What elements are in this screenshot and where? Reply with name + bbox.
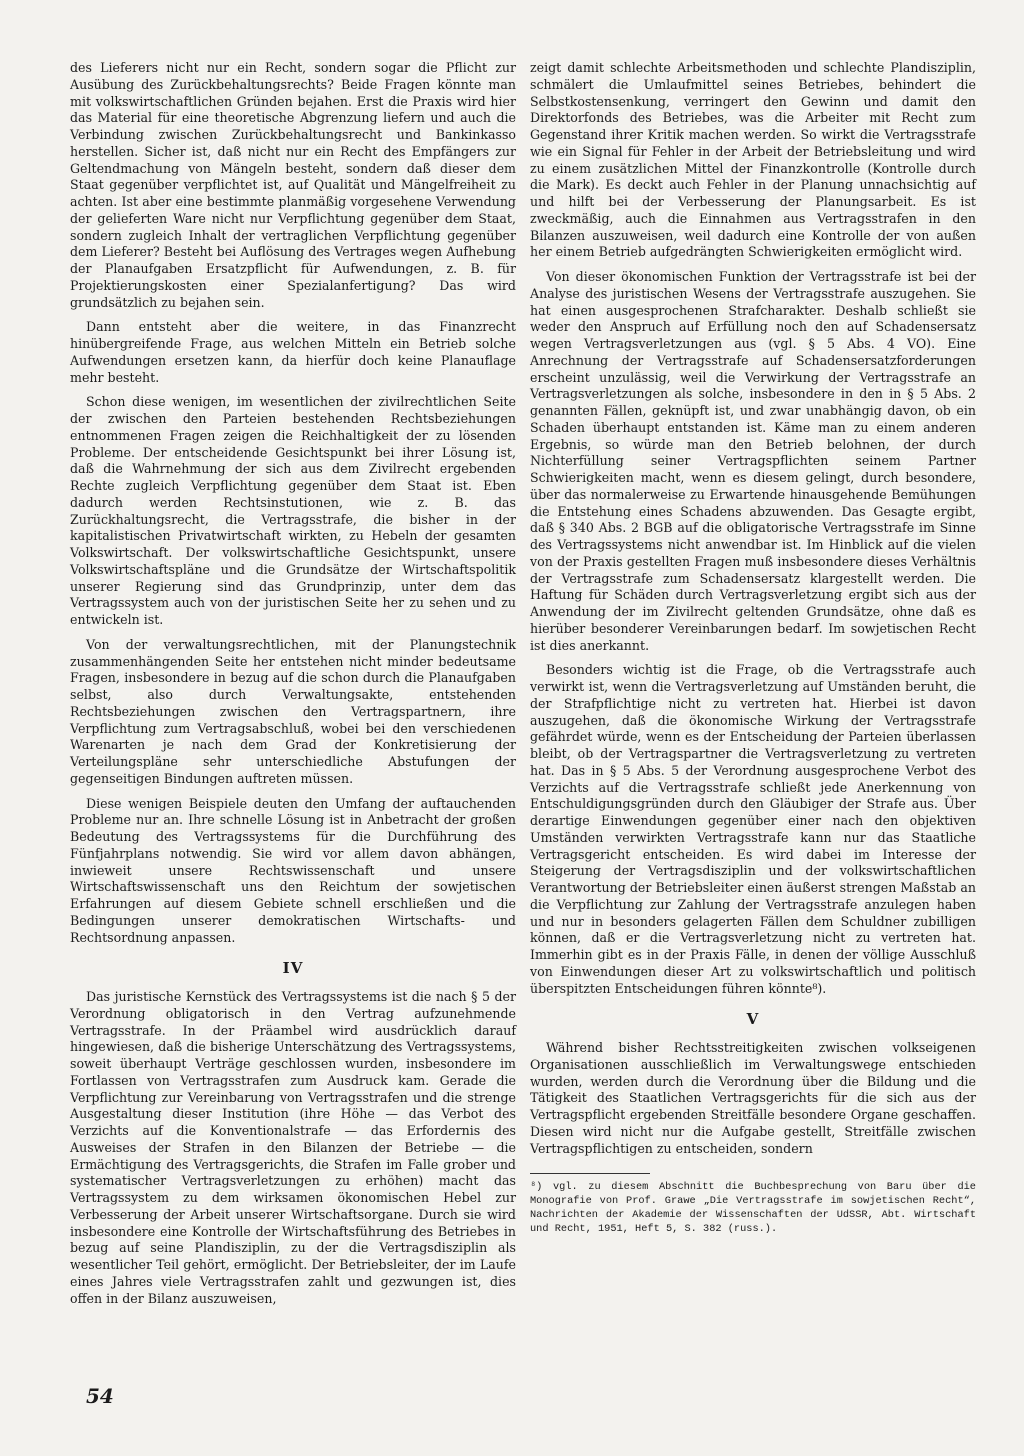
page-number: 54: [86, 1384, 114, 1408]
paragraph: Von dieser ökonomischen Funktion der Vertragsstrafe ist bei der Analyse des juristischen Wesens der Vertragsstrafe auszugehen. Sie hat einen ausgesprochenen Strafcharakter. Deshalb schließt sie weder den Anspruch auf Erfüllung noch den auf Schadensersatz wegen Vertragsverletzungen aus (vgl. § 5 Abs. 4 VO). Eine Anrechnung der Vertragsstrafe auf Schadensersatzforderungen erscheint unzulässig, weil die Verwirkung der Vertragsstrafe an Vertragsverletzungen als solche, insbesondere in den in § 5 Abs. 2 genannten Fällen, geknüpft ist, und zwar unabhängig davon, ob ein Schaden überhaupt entstanden ist. Käme man zu einem anderen Ergebnis, so würde man den Betrieb belohnen, der durch Nichterfüllung seiner Vertragspflichten seinem Partner Schwierigkeiten macht, wenn es diesem gelingt, durch besondere, über das normalerweise zu Erwartende hinausgehende Bemühungen die Entstehung eines Schadens abzuwenden. Das Gesagte ergibt, daß § 340 Abs. 2 BGB auf die obligatorische Vertragsstrafe im Sinne des Vertragssystems nicht anwendbar ist. Im Hinblick auf die vielen von der Praxis gestellten Fragen muß insbesondere dieses Verhältnis der Vertragsstrafe zum Schadensersatz klargestellt werden. Die Haftung für Schäden durch Vertragsverletzung ergibt sich aus der Anwendung der im Zivilrecht geltenden Grundsätze, ohne daß es hierüber besonderer Vereinbarungen bedarf. Im sowjetischen Recht ist dies anerkannt.: [530, 269, 976, 653]
footnote-divider: [530, 1173, 650, 1174]
paragraph: Von der verwaltungsrechtlichen, mit der Planungstechnik zusammenhängenden Seite her entstehen nicht minder bedeutsame Fragen, insbesondere in bezug auf die schon durch die Planaufgaben selbst, also durch Verwaltungsakte, entstehenden Rechtsbeziehungen zwischen den Vertragspartnern, ihre Verpflichtung zum Vertragsabschluß, wobei bei den verschiedenen Warenarten je nach dem Grad der Konkretisierung der Verteilungspläne sehr unterschiedliche Abstufungen der gegenseitigen Bindungen auftreten müssen.: [70, 636, 516, 786]
paragraph: Schon diese wenigen, im wesentlichen der zivilrechtlichen Seite der zwischen den Parteien bestehenden Rechtsbeziehungen entnommenen Fragen zeigen die Reichhaltigkeit der zu lösenden Probleme. Der entscheidende Gesichtspunkt bei ihrer Lösung ist, daß die Wahrnehmung der sich aus dem Zivilrecht ergebenden Rechte zugleich Verpflichtung gegenüber dem Staat ist. Eben dadurch werden Rechtsinstutionen, wie z. B. das Zurückhaltungsrecht, die Vertragsstrafe, die bisher in der kapitalistischen Privatwirtschaft wirkten, zu Hebeln der gesamten Volkswirtschaft. Der volkswirtschaftliche Gesichtspunkt, unsere Volkswirtschaftspläne und die Grundsätze der Wirtschaftspolitik unserer Regierung sind das Grundprinzip, unter dem das Vertragssystem auch von der juristischen Seite her zu sehen und zu entwickeln ist.: [70, 394, 516, 627]
paragraph: Dann entsteht aber die weitere, in das Finanzrecht hinübergreifende Frage, aus welchen Mitteln ein Betrieb solche Aufwendungen ersetzen kann, da hierfür doch keine Planauflage mehr besteht.: [70, 319, 516, 385]
paragraph: Besonders wichtig ist die Frage, ob die Vertragsstrafe auch verwirkt ist, wenn die Vertragsverletzung auf Umständen beruht, die der Strafpflichtige nicht zu vertreten hat. Hierbei ist davon auszugehen, daß die ökonomische Wirkung der Vertragsstrafe gefährdet würde, wenn es der Entscheidung der Parteien überlassen bleibt, ob der Vertragspartner die Vertragsverletzung zu vertreten hat. Das in § 5 Abs. 5 der Verordnung ausgesprochene Verbot des Verzichts auf die Vertragsstrafe schließt jede Anerkennung von Entschuldigungsgründen durch den Gläubiger der Strafe aus. Über derartige Einwendungen gegenüber einer nach den objektiven Umständen verwirkten Vertragsstrafe kann nur das Staatliche Vertragsgericht entscheiden. Es wird dabei im Interesse der Steigerung der Vertragsdisziplin und der volkswirtschaftlichen Verantwortung der Betriebsleiter einen äußerst strengen Maßstab an die Verpflichtung zur Zahlung der Vertragsstrafe anzulegen haben und nur in besonders gelagerten Fällen dem Schuldner zubilligen können, daß er die Vertragsverletzung nicht zu vertreten hat. Immerhin gibt es in der Praxis Fälle, in denen der völlige Ausschluß von Einwendungen dieser Art zu volkswirtschaftlich und politisch überspitzten Entscheidungen führen könnte⁸).: [530, 662, 976, 996]
paragraph: zeigt damit schlechte Arbeitsmethoden und schlechte Plandisziplin, schmälert die Umlaufmittel seines Betriebes, behindert die Selbstkostensenkung, verringert den Gewinn und damit den Direktorfonds des Betriebes, was die Arbeiter mit Recht zum Gegenstand ihrer Kritik machen werden. So wirkt die Vertragsstrafe wie ein Signal für Fehler in der Arbeit der Betriebsleitung und wird zu einem zusätzlichen Mittel der Finanzkontrolle (Kontrolle durch die Mark). Es deckt auch Fehler in der Planung unnachsichtig auf und hilft bei der Verbesserung der Planungsarbeit. Es ist zweckmäßig, auch die Einnahmen aus Vertragsstrafen in den Bilanzen auszuweisen, weil dadurch eine Kontrolle der von außen her einem Betrieb aufgedrängten Schwierigkeiten ermöglicht wird.: [530, 60, 976, 260]
paragraph: Während bisher Rechtsstreitigkeiten zwischen volkseigenen Organisationen ausschließlich im Verwaltungswege entschieden wurden, werden durch die Verordnung über die Bildung und die Tätigkeit des Staatlichen Vertragsgerichts für die sich aus der Vertragspflicht ergebenden Streitfälle besondere Organe geschaffen. Diesen wird nicht nur die Aufgabe gestellt, Streitfälle zwischen Vertragspflichtigen zu entscheiden, sondern: [530, 1040, 976, 1156]
right-column: [530, 60, 976, 1236]
paragraph: Diese wenigen Beispiele deuten den Umfang der auftauchenden Probleme nur an. Ihre schnelle Lösung ist in Anbetracht der großen Bedeutung des Vertragssystems für die Durchführung des Fünfjahrplans notwendig. Sie wird vor allem davon abhängen, inwieweit unsere Rechtswissenschaft und unsere Wirtschaftswissenschaft uns den Reichtum der sowjetischen Erfahrungen auf diesem Gebiete schnell erschließen und die Bedingungen unserer demokratischen Wirtschafts- und Rechtsordnung anpassen.: [70, 795, 516, 945]
section-heading-v: V: [746, 1010, 760, 1029]
section-heading-iv: IV: [282, 959, 304, 978]
left-column: [70, 60, 516, 1315]
paragraph: Das juristische Kernstück des Vertragssystems ist die nach § 5 der Verordnung obligatorisch in den Vertrag aufzunehmende Vertragsstrafe. In der Präambel wird ausdrücklich darauf hingewiesen, daß die bisherige Unterschätzung des Vertragssystems, soweit überhaupt Verträge geschlossen wurden, insbesondere im Fortlassen von Vertragsstrafen zum Ausdruck kam. Gerade die Verpflichtung zur Vereinbarung von Vertragsstrafen und die strenge Ausgestaltung dieser Institution (ihre Höhe — das Verbot des Verzichts auf die Konventionalstrafe — das Erfordernis des Ausweises der Strafen in den Bilanzen der Betriebe — die Ermächtigung des Vertragsgerichts, die Strafen im Falle grober und systematischer Vertragsverletzungen zu erhöhen) macht das Vertragssystem zu dem wirksamen ökonomischen Hebel zur Verbesserung der Arbeit unserer Wirtschaftsorgane. Durch sie wird insbesondere eine Kontrolle der Wirtschaftsführung des Betriebes in bezug auf seine Plandisziplin, zu der die Vertragsdisziplin als wesentlicher Teil gehört, ermöglicht. Der Betriebsleiter, der im Laufe eines Jahres viele Vertragsstrafen zahlt und gezwungen ist, dies offen in der Bilanz auszuweisen,: [70, 989, 516, 1306]
footnote: ⁸) vgl. zu diesem Abschnitt die Buchbesprechung von Baru über die Monografie von Prof. Grawe „Die Vertragsstrafe im sowjetischen Recht“, Nachrichten der Akademie der Wissenschaften der UdSSR, Abt. Wirtschaft und Recht, 1951, Heft 5, S. 382 (russ.).: [530, 1181, 976, 1236]
paragraph: des Lieferers nicht nur ein Recht, sondern sogar die Pflicht zur Ausübung des Zurückbehaltungsrechts? Beide Fragen könnte man mit volkswirtschaftlichen Gründen bejahen. Erst die Praxis wird hier das Material für eine theoretische Abgrenzung liefern und auch die Verbindung zwischen Zurückbehaltungsrecht und Bankinkasso herstellen. Sicher ist, daß nicht nur ein Recht des Empfängers zur Geltendmachung von Mängeln besteht, sondern daß dieser dem Staat gegenüber verpflichtet ist, auf Qualität und Mängelfreiheit zu achten. Ist aber eine bestimmte planmäßig vorgesehene Verwendung der gelieferten Ware nicht nur Verpflichtung gegenüber dem Staat, sondern zugleich Inhalt der vertraglichen Verpflichtung gegenüber dem Lieferer? Besteht bei Auflösung des Vertrages wegen Aufhebung der Planaufgaben Ersatzpflicht für Aufwendungen, z. B. für Projektierungskosten einer Spezialanfertigung? Das wird grundsätzlich zu bejahen sein.: [70, 60, 516, 310]
